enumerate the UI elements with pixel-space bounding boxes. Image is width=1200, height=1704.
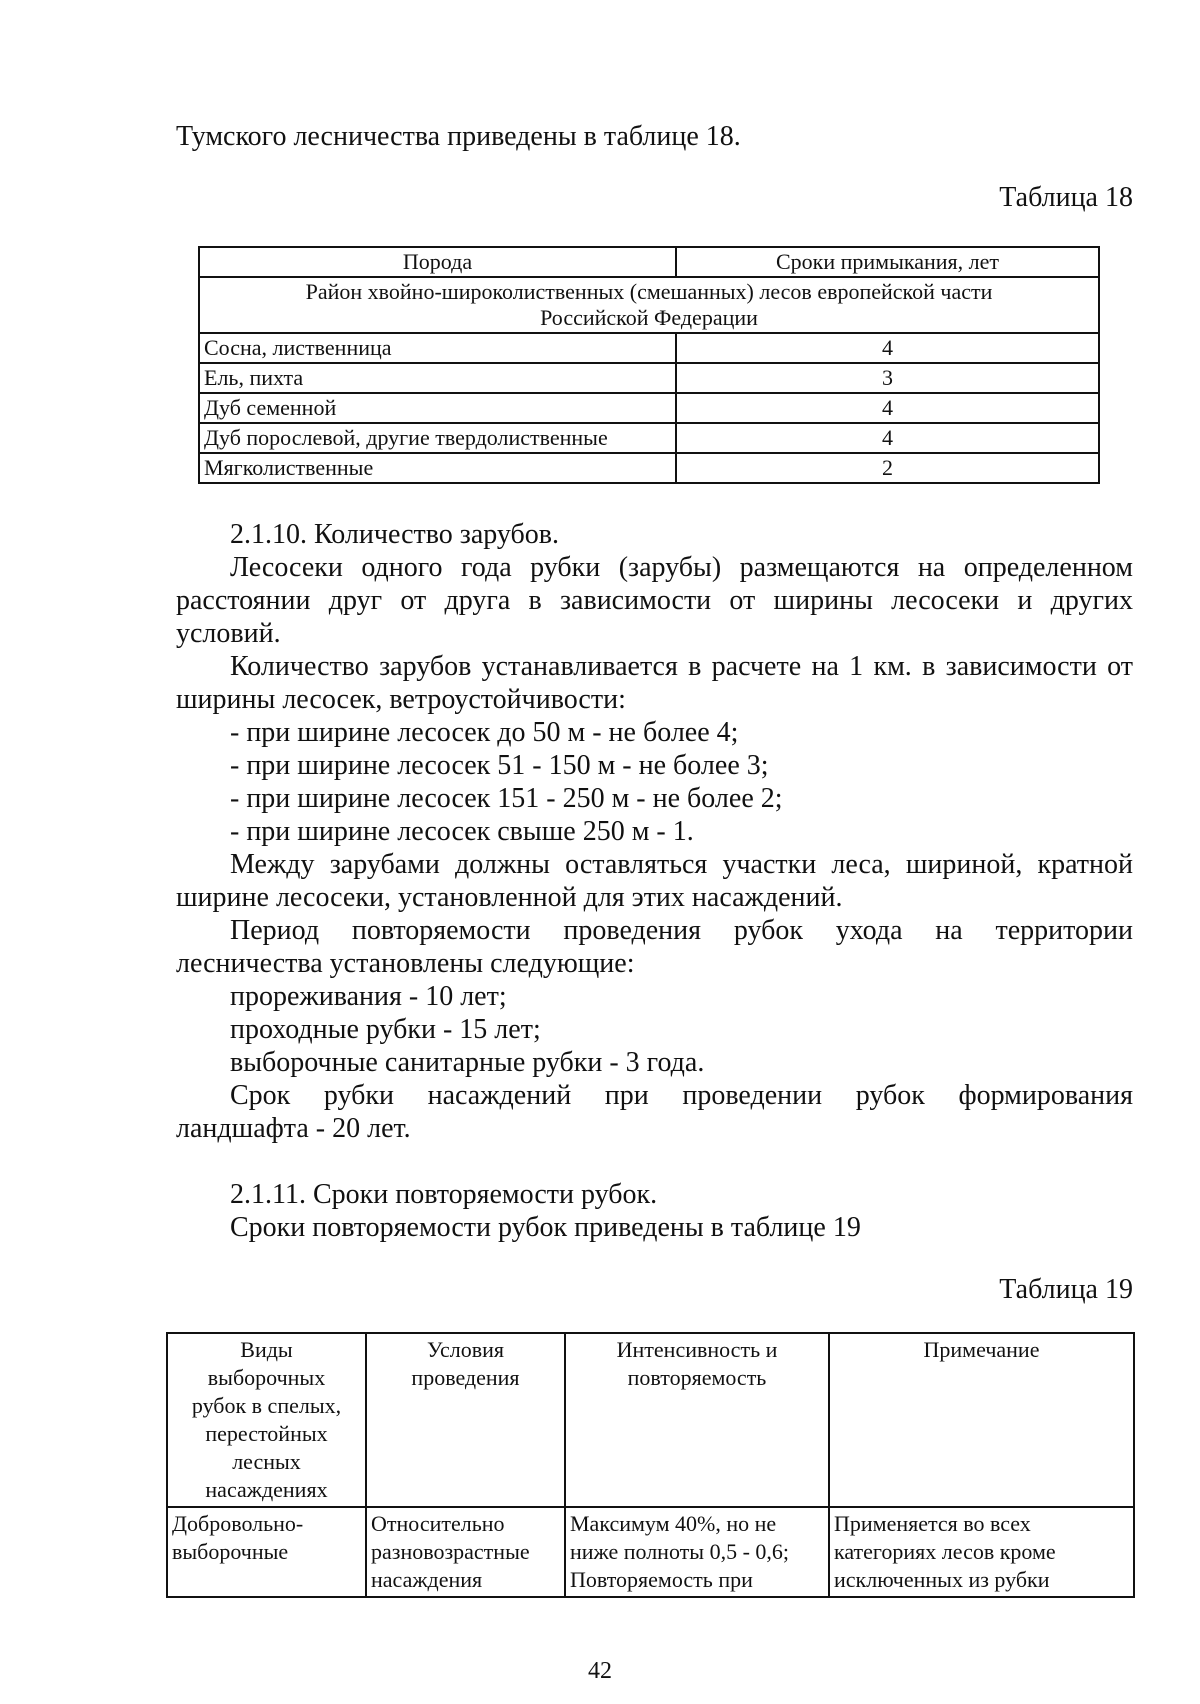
paragraph-line: ландшафта - 20 лет.: [176, 1113, 411, 1144]
table19-header-note: [829, 1333, 1134, 1507]
intro-line: Тумского лесничества приведены в таблице 18.: [176, 121, 741, 152]
table-row: [199, 333, 1099, 363]
table18-species-cell: Дуб порослевой, другие твердолиственные: [199, 423, 676, 453]
table-19: [166, 1332, 1135, 1598]
table-row: [199, 363, 1099, 393]
paragraph-line: Сроки повторяемости рубок приведены в таблице 19: [230, 1212, 861, 1243]
table19-caption: Таблица 19: [999, 1274, 1133, 1305]
paragraph-line: условий.: [176, 618, 281, 649]
cell-line: категориях лесов кроме: [834, 1539, 1056, 1564]
section-2-1-11-heading: 2.1.11. Сроки повторяемости рубок.: [230, 1179, 658, 1210]
table19-header-conditions: [366, 1333, 565, 1507]
paragraph-line: расстоянии друг от друга в зависимости от ширины лесосеки и других: [176, 585, 1133, 616]
header-line: рубок в спелых,: [191, 1393, 342, 1418]
table18-region-line1: Район хвойно-широколиственных (смешанных) лесов европейской части: [305, 279, 993, 304]
header-line: Интенсивность и: [616, 1337, 778, 1362]
cell-line: Применяется во всех: [834, 1511, 1031, 1536]
table18-region-line2: Российской Федерации: [540, 305, 758, 330]
cell-line: исключенных из рубки: [834, 1567, 1050, 1592]
cell-line: Относительно: [371, 1511, 505, 1536]
header-line: Виды: [240, 1337, 293, 1362]
list-item: - при ширине лесосек свыше 250 м - 1.: [230, 816, 694, 847]
list-item: - при ширине лесосек 51 - 150 м - не более 3;: [230, 750, 769, 781]
header-line: насаждениях: [205, 1477, 328, 1502]
table19-cell-conditions: [366, 1507, 565, 1597]
header-line: Условия: [427, 1337, 504, 1362]
table18-years-cell: 3: [676, 363, 1099, 393]
table18-header-row: [199, 247, 1099, 277]
paragraph-line: лесничества установлены следующие:: [176, 948, 635, 979]
header-line: Примечание: [923, 1337, 1040, 1362]
cell-line: Повторяемость при: [570, 1567, 753, 1592]
table18-header-years: Сроки примыкания, лет: [676, 247, 1099, 277]
cell-line: выборочные: [172, 1539, 289, 1564]
header-line: перестойных: [205, 1421, 328, 1446]
table-18: [198, 246, 1100, 484]
header-line: выборочных: [207, 1365, 326, 1390]
table18-years-cell: 4: [676, 393, 1099, 423]
header-line: проведения: [411, 1365, 520, 1390]
list-item: выборочные санитарные рубки - 3 года.: [230, 1047, 705, 1078]
header-line: лесных: [232, 1449, 301, 1474]
list-item: прореживания - 10 лет;: [230, 981, 507, 1012]
table19-header-intensity: [565, 1333, 829, 1507]
table18-years-cell: 4: [676, 423, 1099, 453]
table18-region-row: [199, 277, 1099, 333]
table18-region-cell: [199, 277, 1099, 333]
table18-species-cell: Сосна, лиственница: [199, 333, 676, 363]
cell-line: Добровольно-: [172, 1511, 304, 1536]
table18-species-cell: Ель, пихта: [199, 363, 676, 393]
table18-caption: Таблица 18: [999, 182, 1133, 213]
table19-header-row: [167, 1333, 1134, 1507]
table-row: [199, 393, 1099, 423]
paragraph-line: Лесосеки одного года рубки (зарубы) размещаются на определенном: [230, 552, 1133, 583]
table18-years-cell: 4: [676, 333, 1099, 363]
cell-line: ниже полноты 0,5 - 0,6;: [570, 1539, 790, 1564]
list-item: проходные рубки - 15 лет;: [230, 1014, 541, 1045]
table19-cell-note: [829, 1507, 1134, 1597]
paragraph-line: Срок рубки насаждений при проведении рубок формирования: [230, 1080, 1133, 1111]
table18-species-cell: Мягколиственные: [199, 453, 676, 483]
cell-line: насаждения: [371, 1567, 483, 1592]
header-line: повторяемость: [627, 1365, 767, 1390]
list-item: - при ширине лесосек до 50 м - не более 4;: [230, 717, 739, 748]
cell-line: Максимум 40%, но не: [570, 1511, 777, 1536]
table18-header-species: Порода: [199, 247, 676, 277]
paragraph-line: Период повторяемости проведения рубок ухода на территории: [230, 915, 1133, 946]
table18-years-cell: 2: [676, 453, 1099, 483]
paragraph-line: ширины лесосек, ветроустойчивости:: [176, 684, 626, 715]
cell-line: разновозрастные: [371, 1539, 530, 1564]
paragraph-line: Между зарубами должны оставляться участки леса, шириной, кратной: [230, 849, 1133, 880]
table19-cell-intensity: [565, 1507, 829, 1597]
table18-species-cell: Дуб семенной: [199, 393, 676, 423]
table-row: [199, 423, 1099, 453]
table-row: [199, 453, 1099, 483]
paragraph-line: Количество зарубов устанавливается в расчете на 1 км. в зависимости от: [230, 651, 1133, 682]
table-row: [167, 1507, 1134, 1597]
paragraph-line: ширине лесосеки, установленной для этих насаждений.: [176, 882, 843, 913]
page-number: 42: [588, 1658, 612, 1684]
table19-cell-type: [167, 1507, 366, 1597]
table19-header-types: [167, 1333, 366, 1507]
section-2-1-10-heading: 2.1.10. Количество зарубов.: [230, 519, 559, 550]
list-item: - при ширине лесосек 151 - 250 м - не более 2;: [230, 783, 783, 814]
